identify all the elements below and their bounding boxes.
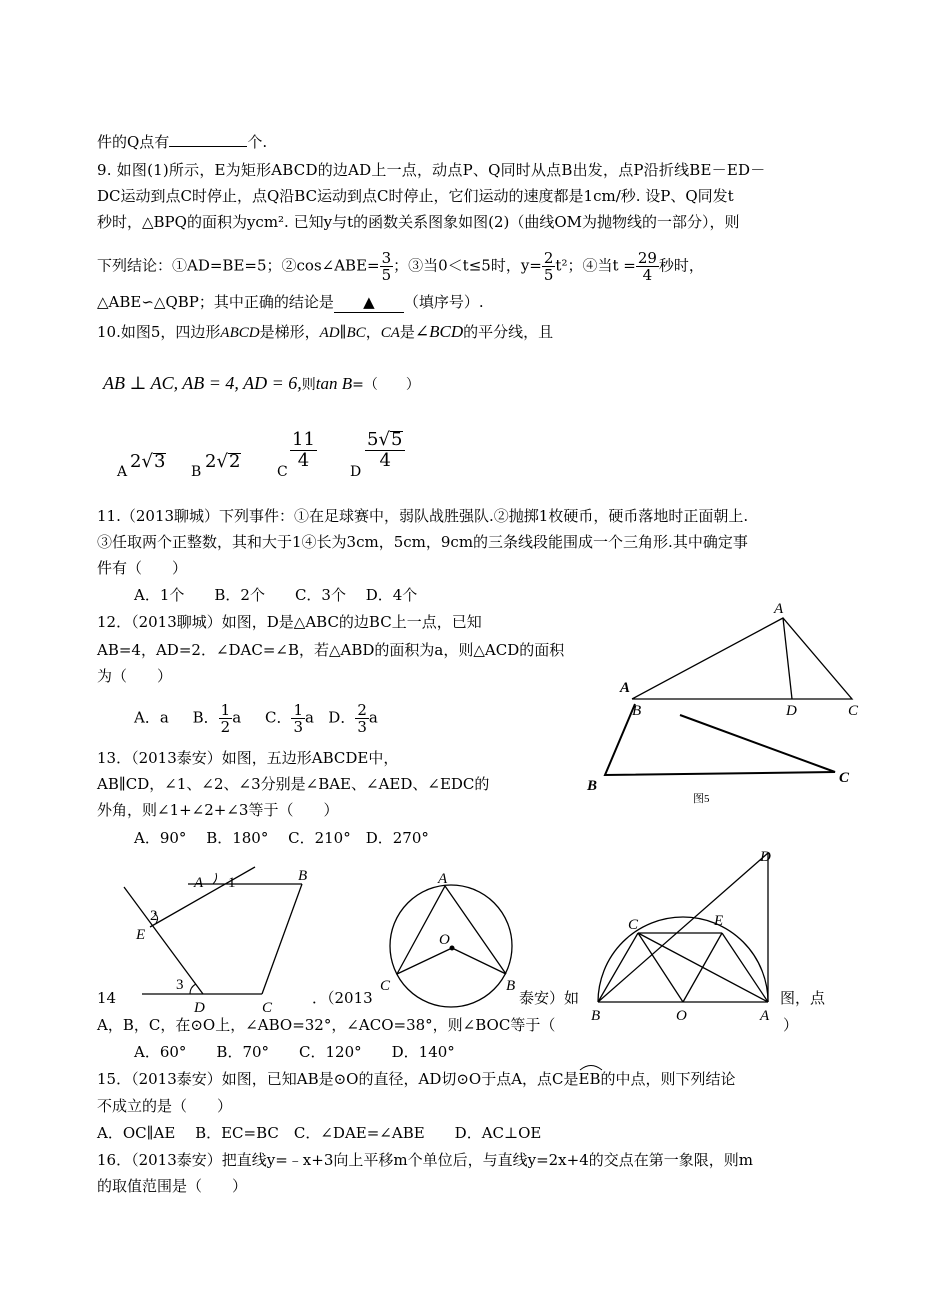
label-c: C (380, 978, 391, 994)
q9-line4 (97, 250, 704, 283)
q10-option-d-label: D (350, 464, 362, 480)
label-angle-3: 3 (176, 977, 184, 993)
fraction-t (636, 250, 659, 283)
label-a: A (438, 871, 448, 887)
numerator: 1 (293, 701, 304, 719)
q11-line2: ③任取两个正整数，其和大于1④长为3cm，5cm，9cm的三条线段能围成一个三角形.其中确定事 (97, 533, 748, 551)
denominator: 5 (381, 266, 392, 284)
denominator: 4 (297, 450, 310, 471)
q15-line2: 不成立的是（ ） (97, 1097, 233, 1115)
denominator: 3 (293, 718, 304, 736)
text: 的平分线，且 (463, 323, 554, 341)
q10-option-a-label: A (117, 464, 128, 480)
q12-line1: 12．（2013聊城）如图，D是△ABC的边BC上一点，已知 (97, 613, 482, 631)
fraction (355, 702, 369, 735)
label-b: B (506, 978, 516, 994)
answer-blank: ▲ (334, 292, 404, 313)
q14-options: A．60° B．70° C．120° D．140° (134, 1043, 455, 1061)
text: 秒时， (658, 256, 704, 275)
option-c: C． (265, 708, 292, 727)
text: 下列结论：①AD=BE=5；②cos∠ABE= (97, 256, 380, 275)
var: a (232, 708, 242, 727)
math: AD∥BC (319, 325, 366, 341)
segment-co (638, 933, 683, 1002)
figure-pentagon (110, 865, 320, 1015)
text: 10.如图5，四边形 (97, 323, 221, 341)
q13-line1: 13．（2013泰安）如图，五边形ABCDE中， (97, 749, 399, 767)
label-d: D (760, 849, 771, 865)
q15-line1 (97, 1069, 736, 1089)
figure-5-trapezoid (585, 680, 865, 810)
fraction-y (542, 250, 556, 283)
q14-text: 泰安）如 (519, 989, 580, 1007)
option-a: A．a (134, 708, 169, 727)
q11-line3: 件有（ ） (97, 559, 188, 577)
radii-ob-oc (397, 948, 506, 974)
angle-3-arc (190, 984, 196, 994)
q14-number: 14 (97, 989, 117, 1007)
semicircle-arc (598, 917, 768, 1002)
q11-options: A．1个 B．2个 C．3个 D．4个 (134, 586, 418, 604)
label-e: E (136, 927, 146, 943)
segment-eo (683, 933, 722, 1002)
arc-eb (579, 1069, 601, 1089)
text: （填序号）. (403, 293, 484, 311)
text: ， (365, 323, 381, 341)
q13-line2: AB∥CD，∠1、∠2、∠3分别是∠BAE、∠AED、∠EDC的 (97, 775, 490, 793)
q16-line1: 16．（2013泰安）把直线y=﹣x+3向上平移m个单位后，与直线y=2x+4的交点在第一象限，则m (97, 1151, 753, 1169)
math: ∠BCD (414, 322, 464, 341)
text: ；③当0＜t≤5时， (393, 256, 521, 275)
q12-options (134, 702, 378, 735)
label-d: D (786, 703, 797, 719)
q12-line2: AB=4，AD=2．∠DAC=∠B，若△ABD的面积为a，则△ACD的面积 (97, 641, 565, 659)
segment-bd (598, 853, 768, 1002)
q9-line2: DC运动到点C时停止，点Q沿BC运动到点C时停止，它们运动的速度都是1cm/秒. 设P、Q同发t (97, 187, 734, 205)
numerator: 1 (220, 701, 231, 719)
q9-line5 (97, 292, 484, 313)
trapezoid-outline (605, 704, 835, 775)
denominator: 4 (379, 450, 391, 471)
segment-bc (262, 884, 302, 994)
q13-options: A．90° B．180° C．210° D．270° (134, 829, 429, 847)
q10-option-b-value: 2√2 (205, 451, 241, 472)
answer-blank (169, 132, 247, 147)
figure-caption: 图5 (693, 793, 710, 805)
q14-line2-close: ） (783, 1016, 799, 1034)
label-o: O (439, 932, 450, 948)
arc-mark-icon (579, 1063, 603, 1071)
q16-line2: 的取值范围是（ ） (97, 1177, 248, 1195)
q9-line3: 秒时，△BPQ的面积为ycm². 已知y与t的函数关系图象如图(2)（曲线OM为抛物线的一部分），则 (97, 213, 740, 231)
label-c: C (839, 770, 850, 786)
numerator: 5√5 (365, 430, 405, 451)
denominator: 4 (642, 266, 653, 284)
label-o: O (676, 1008, 687, 1024)
fraction (290, 430, 317, 471)
text: 则 (301, 377, 316, 393)
numerator: 3 (381, 249, 392, 267)
label-c: C (262, 1000, 273, 1016)
label-angle-1: 1 (228, 875, 236, 891)
fraction-cos (380, 250, 394, 283)
coef: 5 (367, 429, 379, 450)
label-a: A (774, 601, 784, 617)
text: 件的Q点有 (97, 133, 170, 151)
q14-text2: 图，点 (780, 989, 826, 1007)
q14-source: ．（2013 (312, 989, 373, 1007)
text: 个. (247, 133, 268, 151)
radicand: 5 (390, 429, 403, 450)
text: y= (520, 256, 542, 275)
numerator: 11 (292, 429, 315, 450)
numerator: 2 (357, 701, 367, 719)
q14-line2: A，B，C，在⊙O上，∠ABO=32°，∠ACO=38°，则∠BOC等于（ (97, 1016, 556, 1034)
numerator: 29 (637, 249, 657, 267)
radicand: 2 (228, 451, 241, 472)
figure-semicircle (590, 845, 790, 1025)
text: 是梯形， (259, 323, 320, 341)
denominator: 5 (543, 266, 554, 284)
q10-option-c-label: C (277, 464, 288, 480)
coef: 2 (205, 451, 217, 472)
radicand: 3 (153, 451, 166, 472)
chord-cb (598, 933, 638, 1002)
label-b: B (587, 778, 598, 794)
q10-line1 (97, 322, 553, 343)
label-angle-2: 2 (150, 908, 158, 924)
denominator: 3 (357, 718, 367, 736)
option-b: B． (192, 708, 219, 727)
label-b: B (632, 703, 642, 719)
fraction (219, 702, 233, 735)
q10-option-b-label: B (191, 464, 202, 480)
var: a (305, 708, 314, 727)
label-b: B (591, 1008, 601, 1024)
center-point (450, 946, 455, 951)
q15-options: A．OC∥AE B．EC=BC C．∠DAE=∠ABE D．AC⊥OE (97, 1124, 542, 1142)
label-a: A (620, 680, 631, 696)
math: CA (380, 325, 400, 341)
line-q8-tail (97, 132, 267, 152)
var: a (368, 708, 378, 727)
denominator: 2 (220, 718, 231, 736)
q10-option-d-value (365, 430, 405, 471)
q10-option-c-value (290, 430, 317, 471)
text: △ABE∽△QBP；其中正确的结论是 (97, 293, 334, 311)
angle-1-arc (213, 873, 217, 884)
label-b: B (298, 868, 308, 884)
label-e: E (714, 913, 724, 929)
q13-line3: 外角，则∠1+∠2+∠3等于（ ） (97, 801, 339, 819)
coef: 2 (130, 451, 142, 472)
fraction (365, 430, 405, 471)
q11-line1: 11.（2013聊城）下列事件：①在足球赛中，弱队战胜强队.②抛掷1枚硬币，硬币落地时正面朝上. (97, 507, 749, 525)
q9-line1: 9. 如图(1)所示，E为矩形ABCD的边AD上一点，动点P、Q同时从点B出发，点P沿折线BE－ED－ (97, 161, 766, 179)
q12-line3: 为（ ） (97, 667, 173, 685)
math: AB ⊥ AC, AB = 4, AD = 6, (103, 373, 302, 393)
label-a: A (760, 1008, 770, 1024)
label-c: C (628, 917, 639, 933)
q10-line2 (103, 372, 420, 396)
q10-option-a-value: 2√3 (130, 451, 166, 472)
text: 的中点，则下列结论 (600, 1070, 736, 1088)
math: tan B (315, 374, 353, 393)
fraction (291, 702, 305, 735)
text: 是 (399, 323, 415, 341)
math: ABCD (220, 325, 260, 341)
text: t²；④当t = (555, 256, 636, 275)
figure-circle-o (375, 868, 525, 1018)
text: 15．（2013泰安）如图，已知AB是⊙O的直径，AD切⊙O于点A，点C是 (97, 1070, 579, 1088)
numerator: 2 (543, 249, 554, 267)
option-d: D． (328, 708, 356, 727)
text: =（ ） (352, 377, 420, 393)
label-d: D (194, 1000, 205, 1016)
label-a: A (194, 875, 204, 891)
label-c: C (848, 703, 859, 719)
arc-label: EB (578, 1070, 601, 1088)
